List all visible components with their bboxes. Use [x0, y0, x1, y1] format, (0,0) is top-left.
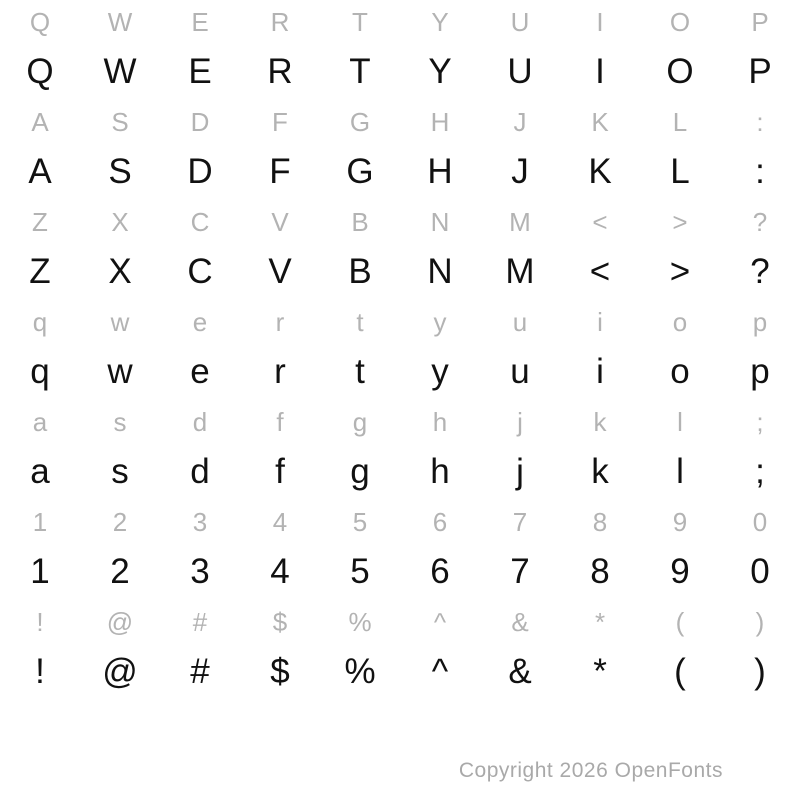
glyph-cell: (: [674, 652, 686, 691]
glyph-cell: s: [111, 452, 129, 491]
glyph-cell: H: [427, 152, 453, 191]
glyph-cell: I: [596, 6, 604, 37]
glyph-cell: d: [192, 406, 208, 437]
glyph-cell: 6: [430, 552, 450, 591]
glyph-cell: ;: [756, 406, 764, 437]
glyph-cell: j: [517, 406, 523, 437]
glyph-row-muted-lowercase-top: [0, 300, 800, 344]
glyph-cell: 9: [670, 552, 690, 591]
glyph-cell: 8: [592, 506, 608, 537]
glyph-cell: t: [356, 306, 364, 337]
glyph-row-pair-lowercase-top: [0, 300, 800, 400]
glyph-cell: O: [666, 52, 694, 91]
glyph-cell: G: [346, 152, 374, 191]
glyph-cell: ^: [431, 652, 449, 691]
glyph-cell: 1: [30, 552, 50, 591]
glyph-cell: X: [108, 252, 132, 291]
glyph-cell: $: [270, 652, 290, 691]
glyph-cell: >: [672, 206, 688, 237]
glyph-cell: V: [268, 252, 292, 291]
glyph-cell: q: [30, 352, 50, 391]
glyph-cell: 8: [590, 552, 610, 591]
glyph-cell: J: [511, 152, 529, 191]
glyph-cell: 4: [270, 552, 290, 591]
glyph-cell: K: [588, 152, 612, 191]
glyph-cell: 3: [190, 552, 210, 591]
glyph-cell: r: [274, 352, 286, 391]
glyph-cell: p: [750, 352, 770, 391]
glyph-cell: U: [507, 52, 533, 91]
glyph-cell: !: [36, 606, 44, 637]
glyph-cell: &: [511, 606, 529, 637]
glyph-cell: E: [188, 52, 212, 91]
glyph-cell: 5: [350, 552, 370, 591]
glyph-cell: (: [675, 606, 685, 637]
glyph-cell: !: [35, 652, 45, 691]
glyph-cell: F: [272, 106, 288, 137]
glyph-cell: *: [593, 652, 607, 691]
glyph-row-primary-symbols: [0, 644, 800, 700]
glyph-cell: 0: [752, 506, 768, 537]
glyph-cell: J: [513, 106, 527, 137]
glyph-cell: 0: [750, 552, 770, 591]
glyph-cell: G: [349, 106, 371, 137]
glyph-cell: A: [31, 106, 49, 137]
glyph-cell: 2: [110, 552, 130, 591]
glyph-row-primary-uppercase-bottom: [0, 244, 800, 300]
glyph-cell: w: [110, 306, 130, 337]
glyph-cell: f: [275, 452, 285, 491]
glyph-cell: W: [103, 52, 137, 91]
glyph-cell: y: [433, 306, 447, 337]
glyph-cell: $: [272, 606, 288, 637]
glyph-row-pair-lowercase-home: [0, 400, 800, 500]
glyph-cell: @: [102, 652, 138, 691]
glyph-cell: M: [505, 252, 535, 291]
glyph-cell: 7: [510, 552, 530, 591]
glyph-cell: %: [344, 652, 376, 691]
glyph-cell: D: [190, 106, 210, 137]
glyph-cell: u: [510, 352, 530, 391]
glyph-cell: y: [431, 352, 449, 391]
glyph-cell: N: [427, 252, 453, 291]
glyph-row-pair-symbols: [0, 600, 800, 700]
glyph-cell: U: [510, 6, 530, 37]
glyph-cell: ): [755, 606, 765, 637]
glyph-cell: Z: [32, 206, 48, 237]
glyph-cell: I: [595, 52, 605, 91]
glyph-cell: L: [670, 152, 690, 191]
glyph-cell: &: [508, 652, 532, 691]
glyph-row-muted-lowercase-home: [0, 400, 800, 444]
glyph-cell: X: [111, 206, 129, 237]
glyph-cell: Z: [29, 252, 51, 291]
glyph-cell: B: [348, 252, 372, 291]
glyph-cell: K: [591, 106, 609, 137]
glyph-cell: S: [111, 106, 129, 137]
glyph-cell: T: [349, 52, 371, 91]
glyph-cell: N: [430, 206, 450, 237]
glyph-row-muted-uppercase-home: [0, 100, 800, 144]
glyph-cell: p: [752, 306, 768, 337]
glyph-cell: P: [751, 6, 769, 37]
glyph-cell: ;: [755, 452, 765, 491]
glyph-cell: s: [113, 406, 127, 437]
glyph-cell: #: [190, 652, 210, 691]
glyph-cell: o: [672, 306, 688, 337]
glyph-row-primary-uppercase-top: [0, 44, 800, 100]
glyph-cell: a: [30, 452, 50, 491]
glyph-cell: Y: [431, 6, 449, 37]
glyph-cell: %: [348, 606, 372, 637]
glyph-cell: P: [748, 52, 772, 91]
glyph-row-primary-lowercase-top: [0, 344, 800, 400]
glyph-cell: R: [270, 6, 290, 37]
glyph-cell: u: [512, 306, 528, 337]
glyph-cell: 9: [672, 506, 688, 537]
glyph-cell: >: [669, 252, 691, 291]
glyph-cell: O: [669, 6, 691, 37]
glyph-cell: ?: [752, 206, 768, 237]
glyph-cell: a: [32, 406, 48, 437]
glyph-cell: ^: [433, 606, 447, 637]
glyph-cell: i: [597, 306, 603, 337]
glyph-cell: B: [351, 206, 369, 237]
glyph-cell: g: [350, 452, 370, 491]
glyph-cell: R: [267, 52, 293, 91]
glyph-cell: k: [593, 406, 607, 437]
glyph-cell: 5: [352, 506, 368, 537]
glyph-cell: 6: [432, 506, 448, 537]
glyph-row-muted-uppercase-top: [0, 0, 800, 44]
glyph-cell: j: [516, 452, 524, 491]
glyph-cell: <: [589, 252, 611, 291]
glyph-row-pair-digits: [0, 500, 800, 600]
glyph-row-muted-uppercase-bottom: [0, 200, 800, 244]
glyph-cell: *: [594, 606, 606, 637]
glyph-row-primary-lowercase-home: [0, 444, 800, 500]
glyph-row-primary-digits: [0, 544, 800, 600]
glyph-cell: C: [187, 252, 213, 291]
glyph-cell: Q: [26, 52, 54, 91]
glyph-cell: r: [275, 306, 285, 337]
glyph-row-pair-uppercase-top: [0, 0, 800, 100]
glyph-cell: @: [106, 606, 134, 637]
glyph-cell: S: [108, 152, 132, 191]
glyph-cell: l: [677, 406, 683, 437]
glyph-cell: h: [432, 406, 448, 437]
glyph-row-primary-uppercase-home: [0, 144, 800, 200]
glyph-cell: A: [28, 152, 52, 191]
glyph-cell: C: [190, 206, 210, 237]
glyph-cell: 2: [112, 506, 128, 537]
glyph-cell: o: [670, 352, 690, 391]
glyph-cell: :: [755, 152, 765, 191]
glyph-cell: Q: [29, 6, 51, 37]
glyph-row-muted-symbols: [0, 600, 800, 644]
glyph-cell: 7: [512, 506, 528, 537]
glyph-cell: #: [192, 606, 208, 637]
glyph-row-pair-uppercase-bottom: [0, 200, 800, 300]
glyph-cell: i: [596, 352, 604, 391]
glyph-cell: q: [32, 306, 48, 337]
glyph-cell: t: [355, 352, 365, 391]
glyph-cell: M: [509, 206, 531, 237]
glyph-cell: d: [190, 452, 210, 491]
glyph-row-pair-uppercase-home: [0, 100, 800, 200]
glyph-cell: 4: [272, 506, 288, 537]
glyph-cell: W: [107, 6, 133, 37]
glyph-cell: h: [430, 452, 450, 491]
glyph-cell: V: [271, 206, 289, 237]
glyph-cell: 1: [32, 506, 48, 537]
glyph-cell: ): [754, 652, 766, 691]
glyph-cell: w: [107, 352, 133, 391]
glyph-cell: H: [430, 106, 450, 137]
glyph-cell: Y: [428, 52, 452, 91]
copyright-text: Copyright 2026 OpenFonts: [458, 759, 723, 782]
glyph-cell: F: [269, 152, 291, 191]
glyph-cell: ?: [750, 252, 770, 291]
glyph-row-muted-digits: [0, 500, 800, 544]
glyph-cell: D: [187, 152, 213, 191]
glyph-cell: l: [676, 452, 684, 491]
glyph-cell: f: [276, 406, 284, 437]
glyph-cell: g: [352, 406, 368, 437]
glyph-cell: :: [756, 106, 764, 137]
glyph-cell: 3: [192, 506, 208, 537]
glyph-cell: e: [190, 352, 210, 391]
glyph-cell: E: [191, 6, 209, 37]
glyph-cell: k: [591, 452, 609, 491]
glyph-cell: <: [592, 206, 608, 237]
glyph-cell: e: [192, 306, 208, 337]
glyph-cell: T: [352, 6, 368, 37]
glyph-cell: L: [672, 106, 688, 137]
